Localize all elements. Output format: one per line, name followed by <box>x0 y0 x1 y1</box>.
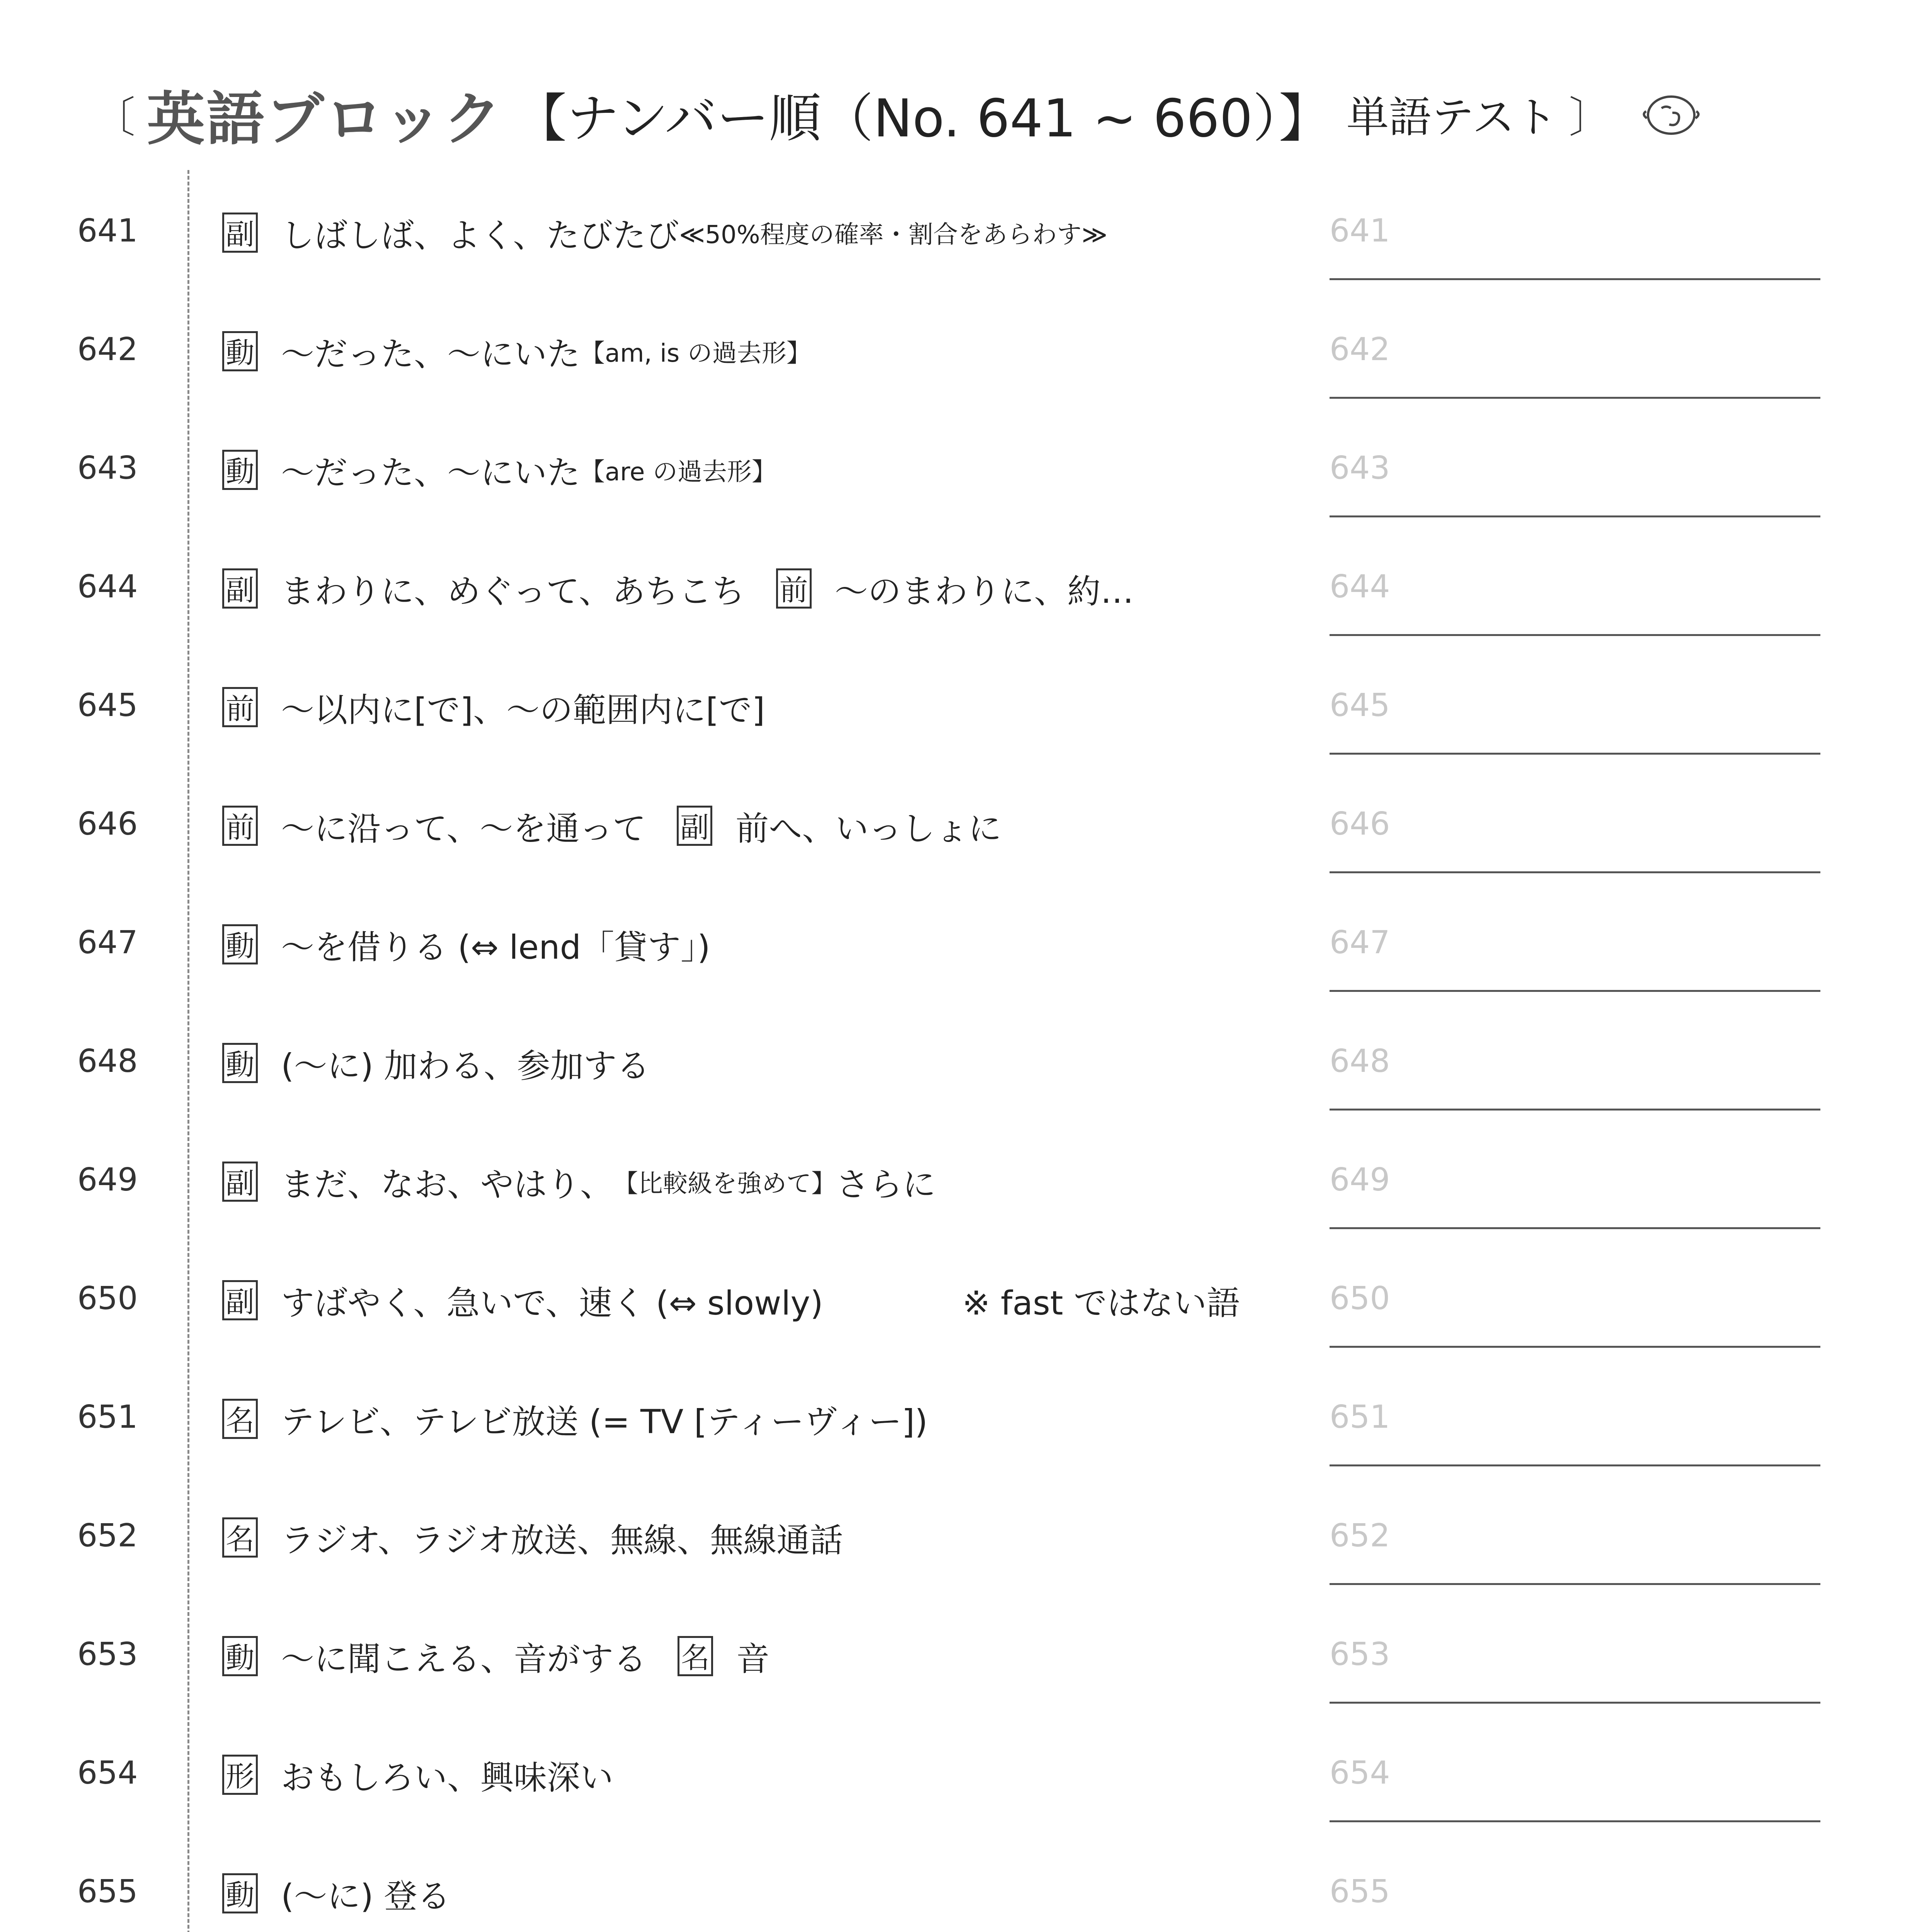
meaning-text: まわりに、めぐって、あちこち <box>281 572 745 611</box>
brand-logo: 英語ブロック <box>147 85 503 153</box>
answer-placeholder-number: 645 <box>1330 687 1390 724</box>
answer-field[interactable] <box>1330 634 1820 636</box>
part-of-speech-badge: 前 <box>222 687 258 727</box>
meaning-note: 【are の過去形】 <box>580 458 776 486</box>
part-of-speech-badge: 動 <box>222 1636 258 1676</box>
item-number: 654 <box>77 1755 138 1791</box>
answer-field[interactable] <box>1330 1820 1820 1822</box>
header-bracket-close: 〕 <box>1569 93 1612 142</box>
meaning-text: ～を借りる (⇔ lend「貸す」) <box>281 928 710 967</box>
definition <box>222 565 1134 612</box>
meaning-text: ～に聞こえる、音がする <box>281 1640 647 1679</box>
word-row <box>0 1249 1917 1368</box>
word-row <box>0 656 1917 775</box>
definition <box>222 1869 450 1917</box>
definition <box>222 1276 1240 1324</box>
meaning-text: しばしば、よく、たびたび <box>281 216 679 255</box>
part-of-speech-badge: 副 <box>222 568 258 609</box>
part-of-speech-badge: 動 <box>222 450 258 490</box>
meaning-note: 【am, is の過去形】 <box>580 339 811 368</box>
answer-field[interactable] <box>1330 1583 1820 1585</box>
definition <box>222 1395 928 1443</box>
definition <box>222 920 710 968</box>
meaning-text: ～だった、～にいた <box>281 335 580 374</box>
answer-placeholder-number: 650 <box>1330 1280 1390 1317</box>
word-row <box>0 1131 1917 1250</box>
definition <box>222 1751 613 1799</box>
item-number: 642 <box>77 331 138 368</box>
answer-placeholder-number: 643 <box>1330 450 1390 486</box>
answer-placeholder-number: 654 <box>1330 1755 1390 1791</box>
answer-field[interactable] <box>1330 278 1820 280</box>
item-number: 655 <box>77 1873 138 1910</box>
answer-field[interactable] <box>1330 515 1820 517</box>
answer-placeholder-number: 646 <box>1330 806 1390 842</box>
meaning-text: すばやく、急いで、速く (⇔ slowly) <box>281 1284 823 1323</box>
answer-field[interactable] <box>1330 1227 1820 1229</box>
answer-placeholder-number: 651 <box>1330 1399 1390 1435</box>
answer-placeholder-number: 649 <box>1330 1162 1390 1198</box>
part-of-speech-badge: 動 <box>222 1043 258 1083</box>
answer-field[interactable] <box>1330 753 1820 755</box>
part-of-speech-badge: 副 <box>222 1280 258 1320</box>
answer-placeholder-number: 652 <box>1330 1517 1390 1554</box>
definition <box>222 209 1108 257</box>
definition <box>222 1039 650 1087</box>
answer-placeholder-number: 644 <box>1330 568 1390 605</box>
meaning-text-secondary: さらに <box>836 1165 936 1204</box>
answer-field[interactable] <box>1330 397 1820 399</box>
part-of-speech-badge: 動 <box>222 924 258 964</box>
part-of-speech-badge: 名 <box>222 1517 258 1558</box>
word-row <box>0 1842 1917 1932</box>
item-number: 653 <box>77 1636 138 1673</box>
answer-field[interactable] <box>1330 990 1820 992</box>
answer-field[interactable] <box>1330 1346 1820 1348</box>
word-row <box>0 419 1917 538</box>
meaning-text: まだ、なお、やはり、 <box>281 1165 613 1204</box>
meaning-note: ≪50%程度の確率・割合をあらわす≫ <box>679 221 1108 249</box>
word-row <box>0 775 1917 894</box>
item-number: 645 <box>77 687 138 724</box>
definition <box>222 1632 770 1680</box>
item-number: 643 <box>77 450 138 486</box>
item-number: 644 <box>77 568 138 605</box>
part-of-speech-badge: 前 <box>222 806 258 846</box>
answer-field[interactable] <box>1330 1464 1820 1466</box>
item-number: 647 <box>77 924 138 961</box>
page-title: 【ナンバー順（No. 641 ~ 660）】 <box>514 88 1331 149</box>
word-row <box>0 893 1917 1012</box>
meaning-text: テレビ、テレビ放送 (= TV [ティーヴィー]) <box>281 1403 928 1441</box>
mascot-icon <box>1638 89 1704 139</box>
part-of-speech-badge: 名 <box>222 1399 258 1439</box>
answer-field[interactable] <box>1330 1109 1820 1111</box>
item-number: 648 <box>77 1043 138 1080</box>
item-number: 650 <box>77 1280 138 1317</box>
item-number: 652 <box>77 1517 138 1554</box>
word-row <box>0 537 1917 656</box>
answer-placeholder-number: 653 <box>1330 1636 1390 1673</box>
answer-field[interactable] <box>1330 1702 1820 1704</box>
part-of-speech-badge-secondary: 副 <box>677 806 712 846</box>
definition <box>222 446 776 494</box>
answer-placeholder-number: 641 <box>1330 213 1390 249</box>
header-bracket-open: 〔 <box>93 93 135 142</box>
definition <box>222 802 1001 850</box>
part-of-speech-badge: 副 <box>222 1162 258 1202</box>
part-of-speech-badge: 動 <box>222 1873 258 1913</box>
answer-placeholder-number: 647 <box>1330 924 1390 961</box>
answer-placeholder-number: 642 <box>1330 331 1390 368</box>
word-row <box>0 1368 1917 1487</box>
part-of-speech-badge-secondary: 名 <box>678 1636 713 1676</box>
meaning-text: (～に) 加わる、参加する <box>281 1047 650 1085</box>
item-number: 649 <box>77 1162 138 1198</box>
word-row <box>0 1605 1917 1724</box>
definition <box>222 1158 936 1206</box>
answer-field[interactable] <box>1330 871 1820 873</box>
meaning-text: ～に沿って、～を通って <box>281 810 646 848</box>
item-number: 641 <box>77 213 138 249</box>
part-of-speech-badge-secondary: 前 <box>776 568 812 609</box>
word-row <box>0 1724 1917 1843</box>
part-of-speech-badge: 形 <box>222 1755 258 1795</box>
meaning-text: ラジオ、ラジオ放送、無線、無線通話 <box>281 1521 843 1560</box>
meaning-text-secondary: 音 <box>736 1640 770 1679</box>
word-row <box>0 182 1917 301</box>
meaning-note: 【比較級を強めて】 <box>613 1170 836 1198</box>
page-subtitle: 単語テスト <box>1346 93 1558 142</box>
word-row <box>0 1486 1917 1605</box>
definition <box>222 1514 843 1561</box>
answer-placeholder-number: 648 <box>1330 1043 1390 1080</box>
meaning-text-secondary: 前へ、いっしょに <box>735 810 1002 848</box>
item-number: 646 <box>77 806 138 842</box>
word-row <box>0 1012 1917 1131</box>
word-row <box>0 300 1917 419</box>
page-header <box>81 81 1704 153</box>
meaning-text: ～だった、～にいた <box>281 454 580 492</box>
definition <box>222 327 811 375</box>
answer-placeholder-number: 655 <box>1330 1873 1390 1910</box>
meaning-text: ～以内に[で]、～の範囲内に[で] <box>281 691 765 730</box>
side-note: ※ fast ではない語 <box>962 1284 1240 1323</box>
part-of-speech-badge: 副 <box>222 213 258 253</box>
item-number: 651 <box>77 1399 138 1435</box>
definition <box>222 683 765 731</box>
meaning-text-secondary: ～のまわりに、約… <box>834 572 1134 611</box>
part-of-speech-badge: 動 <box>222 331 258 371</box>
meaning-text: (～に) 登る <box>281 1877 451 1916</box>
meaning-text: おもしろい、興味深い <box>281 1759 613 1797</box>
